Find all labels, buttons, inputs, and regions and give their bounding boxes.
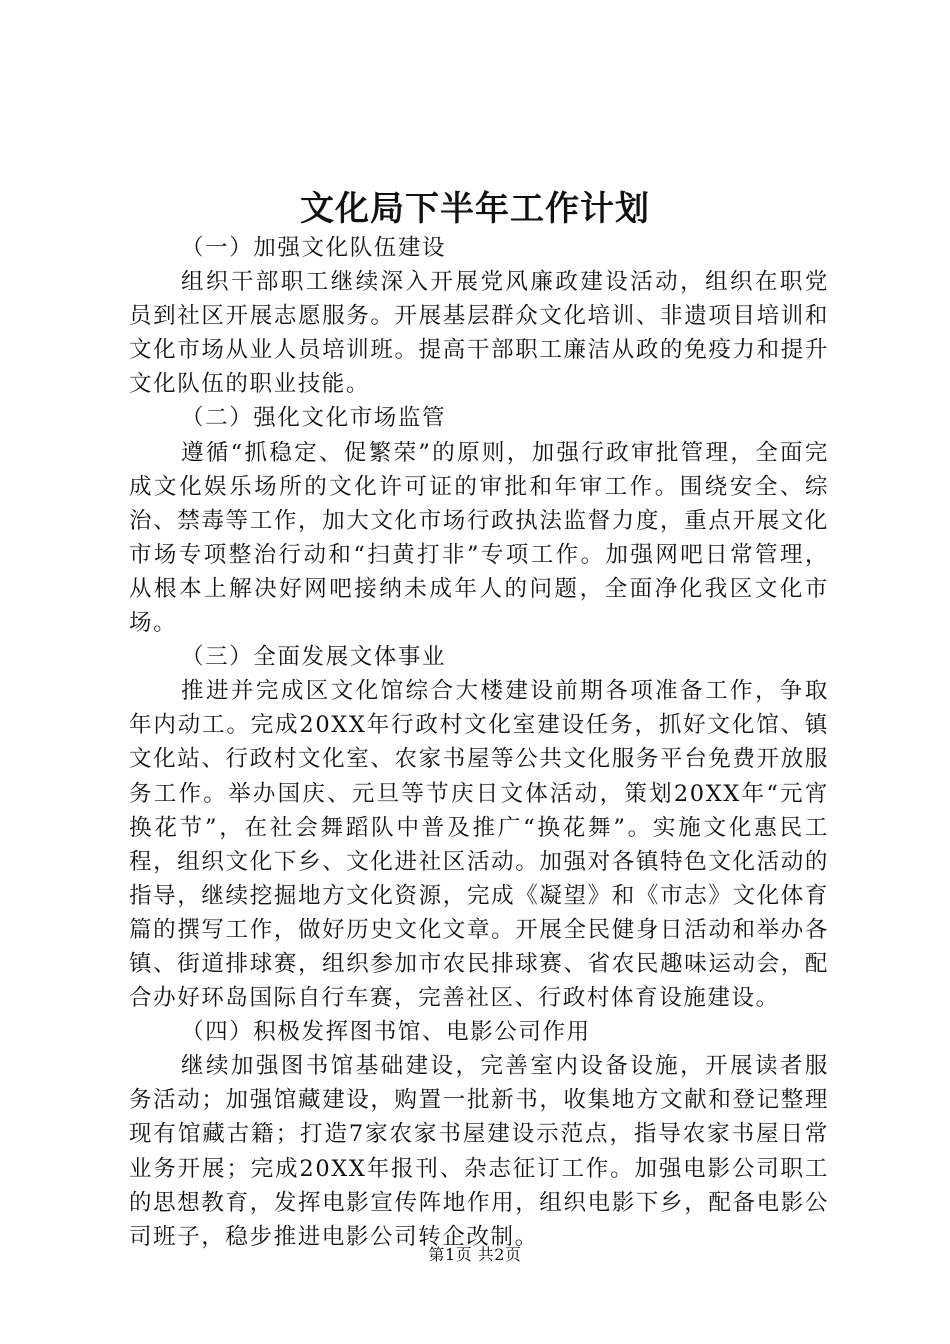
document-body xyxy=(129,231,829,1254)
section-heading: （一）加强文化队伍建设 xyxy=(181,235,447,261)
section-paragraph: 推进并完成区文化馆综合大楼建设前期各项准备工作，争取年内动工。完成20XX年行政村文化室建设任务，抓好文化馆、镇文化站、行政村文化室、农家书屋等公共文化服务平台免费开放服务工作。举办国庆、元旦等节庆日文体活动，策划20XX年“元宵换花节”，在社会舞蹈队中普及推广“换花舞”。实施文化惠民工程，组织文化下乡、文化进社区活动。加强对各镇特色文化活动的指导，继续挖掘地方文化资源，完成《凝望》和《市志》文化体育篇的撰写工作，做好历史文化文章。开展全民健身日活动和举办各镇、街道排球赛，组织参加市农民排球赛、省农民趣味运动会，配合办好环岛国际自行车赛，完善社区、行政村体育设施建设。 xyxy=(129,678,829,1012)
section-paragraph: 组织干部职工继续深入开展党风廉政建设活动，组织在职党员到社区开展志愿服务。开展基层群众文化培训、非遗项目培训和文化市场从业人员培训班。提高干部职工廉洁从政的免疫力和提升文化队伍的职业技能。 xyxy=(129,269,829,398)
section-1 xyxy=(129,231,829,401)
document-title: 文化局下半年工作计划 xyxy=(300,189,650,229)
section-heading: （三）全面发展文体事业 xyxy=(181,644,447,671)
section-3 xyxy=(129,640,829,1015)
section-heading: （四）积极发挥图书馆、电影公司作用 xyxy=(181,1019,591,1046)
section-2 xyxy=(129,401,829,640)
page-footer: 第1页 共2页 xyxy=(428,1245,522,1264)
section-4 xyxy=(129,1015,829,1254)
section-heading: （二）强化文化市场监管 xyxy=(181,405,447,432)
section-paragraph: 继续加强图书馆基础建设，完善室内设备设施，开展读者服务活动；加强馆藏建设，购置一批新书，收集地方文献和登记整理现有馆藏古籍；打造7家农家书屋建设示范点，指导农家书屋日常业务开展；完成20XX年报刊、杂志征订工作。加强电影公司职工的思想教育，发挥电影宣传阵地作用，组织电影下乡，配备电影公司班子，稳步推进电影公司转企改制。 xyxy=(129,1053,829,1250)
section-paragraph: 遵循“抓稳定、促繁荣”的原则，加强行政审批管理，全面完成文化娱乐场所的文化许可证的审批和年审工作。围绕安全、综治、禁毒等工作，加大文化市场行政执法监督力度，重点开展文化市场专项整治行动和“扫黄打非”专项工作。加强网吧日常管理，从根本上解决好网吧接纳未成年人的问题，全面净化我区文化市场。 xyxy=(129,439,829,637)
